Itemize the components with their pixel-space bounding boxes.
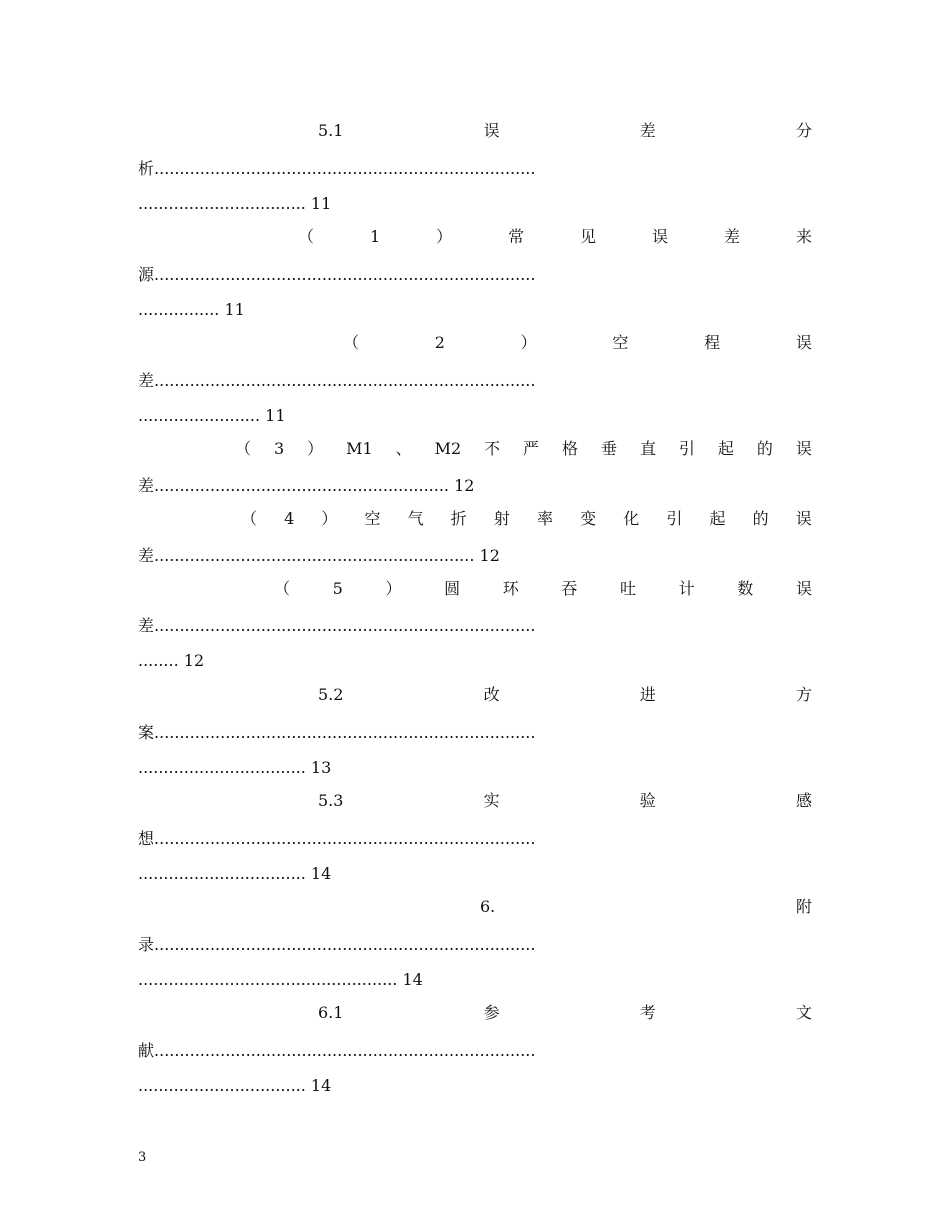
toc-heading-char: 不 [484, 439, 501, 458]
toc-dot-leader: ........................................................................... [154, 829, 536, 848]
toc-heading-char: 来 [795, 227, 812, 246]
toc-dot-leader: ........ [138, 651, 179, 670]
toc-heading-char: 折 [450, 509, 467, 528]
toc-wrap-char: 差 [138, 546, 155, 565]
toc-heading-char: ） [436, 227, 453, 246]
toc-entry-heading [343, 332, 812, 354]
toc-heading-char: 5 [332, 579, 343, 598]
toc-entry-heading [274, 578, 812, 600]
toc-heading-char: 圆 [444, 579, 461, 598]
toc-heading-char: 参 [483, 1003, 500, 1022]
toc-heading-char: 吞 [561, 579, 578, 598]
toc-heading-char: 5.3 [318, 791, 344, 810]
toc-heading-char: 附 [795, 897, 812, 916]
toc-entry-continuation [138, 863, 812, 885]
toc-heading-char: ） [321, 509, 338, 528]
toc-entry-continuation [138, 969, 812, 991]
toc-heading-char: （ [241, 509, 258, 528]
toc-heading-char: 误 [795, 509, 812, 528]
toc-heading-char: 方 [795, 685, 812, 704]
toc-dot-leader: ............................................................... [154, 546, 475, 565]
toc-heading-char: 4 [284, 509, 295, 528]
toc-heading-char: 文 [795, 1003, 812, 1022]
toc-page-number: 14 [397, 970, 423, 989]
toc-entry-continuation [138, 405, 812, 427]
toc-heading-char: 空 [612, 333, 629, 352]
toc-entry-heading [241, 508, 812, 530]
toc-heading-char: 严 [523, 439, 540, 458]
toc-entry-heading [298, 226, 812, 248]
toc-heading-char: 的 [756, 439, 773, 458]
toc-wrap-char: 源 [138, 265, 155, 284]
toc-heading-char: ） [520, 333, 537, 352]
toc-heading-char: 格 [562, 439, 579, 458]
toc-page-number: 11 [305, 194, 332, 213]
toc-wrap-char: 案 [138, 723, 155, 742]
toc-dot-leader: ................ [138, 300, 220, 319]
toc-heading-char: 改 [483, 685, 500, 704]
toc-entry-leader [138, 722, 812, 744]
toc-wrap-char: 析 [138, 159, 155, 178]
toc-heading-char: 起 [709, 509, 726, 528]
toc-heading-char: （ [298, 227, 315, 246]
toc-dot-leader: ........................................................................... [154, 616, 536, 635]
toc-heading-char: M2 [434, 439, 462, 458]
toc-heading-char: 误 [652, 227, 669, 246]
toc-entry-leader [138, 545, 812, 567]
toc-heading-char: （ [343, 333, 360, 352]
toc-entry-continuation [138, 193, 812, 215]
toc-heading-char: 射 [493, 509, 510, 528]
toc-entry-heading [318, 1002, 812, 1024]
toc-heading-char: 验 [639, 791, 656, 810]
toc-heading-char: 实 [483, 791, 500, 810]
toc-page-number: 14 [305, 1076, 332, 1095]
toc-heading-char: 见 [580, 227, 597, 246]
toc-heading-char: 空 [364, 509, 381, 528]
toc-entry-heading [318, 120, 812, 142]
toc-heading-char: 误 [795, 579, 812, 598]
toc-dot-leader: ........................................................................... [154, 1041, 536, 1060]
toc-heading-char: 5.2 [318, 685, 344, 704]
toc-page-number: 12 [449, 476, 475, 495]
toc-heading-char: 常 [508, 227, 525, 246]
toc-dot-leader: ................................................... [138, 970, 398, 989]
toc-entry-leader [138, 615, 812, 637]
toc-heading-char: 2 [434, 333, 445, 352]
toc-heading-char: 进 [639, 685, 656, 704]
toc-dot-leader: .......................................................... [154, 476, 449, 495]
toc-dot-leader: ................................. [138, 758, 306, 777]
toc-heading-char: ） [307, 439, 324, 458]
toc-entry-continuation [138, 299, 812, 321]
toc-entry-leader [138, 475, 812, 497]
toc-wrap-char: 差 [138, 371, 155, 390]
toc-wrap-char: 差 [138, 476, 155, 495]
toc-heading-char: 引 [678, 439, 695, 458]
toc-heading-char: 率 [537, 509, 554, 528]
toc-dot-leader: ................................. [138, 864, 306, 883]
toc-dot-leader: ................................. [138, 1076, 306, 1095]
toc-wrap-char: 差 [138, 616, 155, 635]
toc-page-number: 12 [178, 651, 205, 670]
toc-page-number: 12 [474, 546, 500, 565]
toc-page-number: 14 [305, 864, 332, 883]
toc-heading-char: 3 [273, 439, 285, 458]
toc-heading-char: 分 [795, 121, 812, 140]
toc-heading-char: M1 [346, 439, 373, 458]
toc-page-number: 11 [260, 406, 286, 425]
toc-wrap-char: 录 [138, 935, 155, 954]
toc-dot-leader: ........................................................................... [154, 265, 536, 284]
toc-entry-leader [138, 158, 812, 180]
toc-heading-char: 误 [795, 333, 812, 352]
toc-entry-heading [318, 684, 812, 706]
toc-heading-char: 5.1 [318, 121, 344, 140]
toc-heading-char: 误 [483, 121, 500, 140]
toc-heading-char: 差 [639, 121, 656, 140]
toc-heading-char: （ [235, 439, 252, 458]
toc-entry-heading [480, 896, 812, 918]
toc-entry-leader [138, 1040, 812, 1062]
toc-page-number: 11 [219, 300, 245, 319]
toc-heading-char: 计 [678, 579, 695, 598]
toc-heading-char: 气 [407, 509, 424, 528]
toc-entry-leader [138, 264, 812, 286]
toc-heading-char: 数 [737, 579, 754, 598]
toc-heading-char: 程 [704, 333, 721, 352]
page-number: 3 [138, 1150, 147, 1165]
toc-heading-char: ） [385, 579, 402, 598]
toc-dot-leader: ........................................................................... [154, 723, 536, 742]
toc-entry-leader [138, 934, 812, 956]
toc-entry-heading [235, 438, 812, 460]
toc-heading-char: 吐 [620, 579, 637, 598]
toc-entry-continuation [138, 1075, 812, 1097]
toc-heading-char: 差 [723, 227, 740, 246]
toc-dot-leader: ........................................................................... [154, 159, 536, 178]
toc-heading-char: 6.1 [318, 1003, 344, 1022]
toc-entry-heading [318, 790, 812, 812]
toc-dot-leader: ........................ [138, 406, 261, 425]
toc-heading-char: 垂 [600, 439, 617, 458]
toc-page-number: 13 [305, 758, 332, 777]
toc-dot-leader: ........................................................................... [154, 371, 536, 390]
toc-entry-leader [138, 828, 812, 850]
toc-heading-char: 变 [580, 509, 597, 528]
toc-heading-char: 感 [795, 791, 812, 810]
toc-dot-leader: ................................. [138, 194, 306, 213]
toc-entry-continuation [138, 650, 812, 672]
toc-heading-char: 环 [502, 579, 519, 598]
toc-entry-continuation [138, 757, 812, 779]
toc-heading-char: 的 [752, 509, 769, 528]
toc-heading-char: 化 [623, 509, 640, 528]
toc-entry-leader [138, 370, 812, 392]
toc-wrap-char: 献 [138, 1041, 155, 1060]
toc-dot-leader: ........................................................................... [154, 935, 536, 954]
toc-heading-char: 引 [666, 509, 683, 528]
toc-wrap-char: 想 [138, 829, 155, 848]
toc-heading-char: 误 [795, 439, 812, 458]
toc-heading-char: 、 [395, 439, 412, 458]
toc-heading-char: 考 [639, 1003, 656, 1022]
toc-heading-char: 直 [639, 439, 656, 458]
toc-heading-char: 起 [717, 439, 734, 458]
toc-heading-char: 1 [369, 227, 381, 246]
toc-heading-char: （ [274, 579, 291, 598]
toc-heading-char: 6. [480, 897, 496, 916]
